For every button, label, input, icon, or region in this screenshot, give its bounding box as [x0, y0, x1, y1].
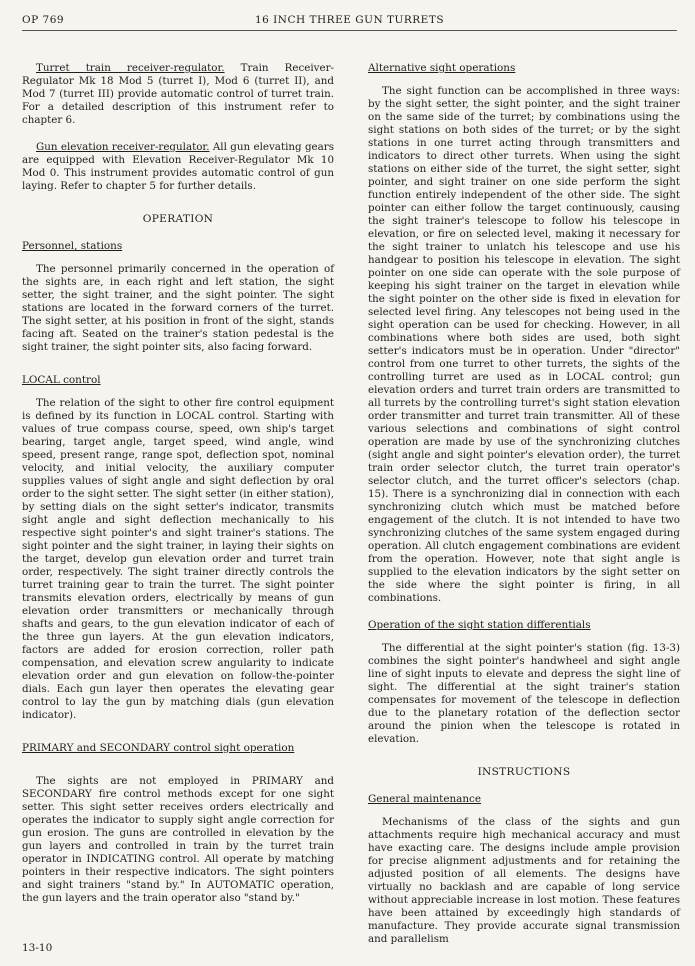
document-id: OP 769: [22, 14, 65, 26]
general-maintenance-paragraph: Mechanisms of the class of the sights and gun attachments require high mechanical accuracy and must have exacting care. The designs include ample provision for precise alignment adjustments and for retaining the adjusted position of all elements. The designs have virtually no backlash and are capable of long service without appreciable increase in lost motion. These features have been attained by exceedingly high standards of manufacture. They provide accurate signal transmission and parallelism: [368, 816, 680, 945]
general-maintenance-heading: General maintenance: [368, 793, 482, 805]
differentials-paragraph: The differential at the sight pointer's station (fig. 13-3) combines the sight pointer's handwheel and sight angle line of sight inputs to elevate and depress the sight line of sight. The differential at the sight trainer's station compensates for movement of the telescope in deflection due to the planetary rotation of the deflection sector around the pinion when the telescope is rotated in elevation.: [368, 642, 680, 745]
turret-train-text: Train Receiver-Regulator Mk 18 Mod 5 (turret I), Mod 6 (turret II), and Mod 7 (turret III) provide automatic control of turret train. For a detailed description of this instrument refer to chapter 6.: [22, 62, 334, 126]
operation-heading: OPERATION: [142, 213, 214, 225]
right-column: [368, 62, 680, 946]
local-control-paragraph: The relation of the sight to other fire control equipment is defined by its function in LOCAL control. Starting with values of true compass course, speed, own ship's target bearing, target angle, target speed, wind angle, wind speed, present range, range spot, deflection spot, nominal velocity, and initial velocity, the auxiliary computer supplies values of sight angle and sight deflection by oral order to the sight setter. The sight setter (in either station), by setting dials on the sight setter's indicator, transmits sight angle and sight deflection mechanically to his respective sight pointer's and sight trainer's stations. The sight pointer and the sight trainer, in laying their sights on the target, develop gun elevation order and turret train order, respectively. The sight trainer directly controls the turret training gear to train the turret. The sight pointer transmits elevation orders, electrically by means of gun elevation order transmitters or mechanically through shafts and gears, to the gun elevation indicator of each of the three gun layers. At the gun elevation indicators, factors are added for erosion correction, roller path compensation, and elevation screw angularity to indicate elevation order and gun elevation on follow-the-pointer dials. Each gun layer then operates the elevating gear control to lay the gun by matching dials (gun elevation indicator).: [22, 397, 334, 721]
left-column: [22, 62, 334, 905]
differentials-heading: Operation of the sight station differentials: [368, 619, 591, 631]
alternative-sight-heading: Alternative sight operations: [368, 62, 516, 74]
gun-elevation-paragraph: [22, 141, 334, 193]
turret-train-paragraph: [22, 62, 334, 127]
page-number: 13-10: [22, 942, 53, 954]
local-control-heading: LOCAL control: [22, 374, 101, 386]
alternative-sight-paragraph: The sight function can be accomplished in three ways: by the sight setter, the sight pointer, and the sight trainer on the same side of the turret; by combinations using the sight stations on both sides of the turret; or by the sight stations in one turret acting through transmitters and indicators to direct other turrets. When using the sight stations on either side of the turret, the sight setter, sight pointer, and sight trainer on one side perform the sight function entirely independent of the other side. The sight pointer can either follow the target continuously, causing the sight trainer's telescope to follow his telescope in elevation, or fire on selected level, making it necessary for the sight trainer to unlatch his telescope and use his handgear to position his telescope in elevation. The sight pointer on one side can operate with the sole purpose of keeping his sight trainer on the target in elevation while the sight pointer on the other side is fixed in elevation for selected level firing. Any telescopes not being used in the sight operation can be used for checking. However, in all combinations where both sides are used, both sight setter's indicators must be in operation. Under "director" control from one turret to other turrets, the sights of the controlling turret are used as in LOCAL control; gun elevation orders and turret train orders are transmitted to all turrets by the controlling turret's sight station elevation order transmitter and turret train transmitter. All of these various selections and combinations of sight control operation are made by use of the synchronizing clutches (sight angle and sight pointer's elevation order), the turret train order selector clutch, the turret train operator's selector clutch, and the turret officer's selectors (chap. 15). There is a synchronizing dial in connection with each synchronizing clutch which must be matched before engagement of the clutch. It is not intended to have two synchronizing clutches of the same system engaged during operation. All clutch engagement combinations are evident from the operation. However, note that sight angle is supplied to the elevation indicators by the sight setter on the side where the sight pointer is firing, in all combinations.: [368, 85, 680, 604]
personnel-heading: Personnel, stations: [22, 240, 123, 252]
page-header: [22, 10, 677, 31]
header-title: 16 INCH THREE GUN TURRETS: [254, 14, 445, 26]
personnel-paragraph: The personnel primarily concerned in the operation of the sights are, in each right and left station, the sight setter, the sight trainer, and the sight pointer. The sight stations are located in the forward corners of the turret. The sight setter, at his position in front of the sight, stands facing aft. Seated on the trainer's station pedestal is the sight trainer, the sight pointer sits, also facing forward.: [22, 263, 334, 353]
primary-secondary-heading: PRIMARY and SECONDARY control sight operation: [22, 742, 295, 754]
instructions-heading: INSTRUCTIONS: [477, 766, 571, 778]
turret-train-heading: Turret train receiver-regulator.: [36, 62, 225, 74]
primary-secondary-paragraph: The sights are not employed in PRIMARY and SECONDARY fire control methods except for one sight setter. This sight setter receives orders electrically and operates the indicator to supply sight angle correction for gun erosion. The guns are controlled in elevation by the gun layers and controlled in train by the turret train operator in INDICATING control. All operate by matching pointers in their respective indicators. The sight pointers and sight trainers "stand by." In AUTOMATIC operation, the gun layers and the train operator also "stand by.": [22, 775, 334, 904]
gun-elevation-heading: Gun elevation receiver-regulator.: [36, 141, 210, 153]
gun-elevation-text: All gun elevating gears are equipped with Elevation Receiver-Regulator Mk 10 Mod 0. This instrument provides automatic control of gun laying. Refer to chapter 5 for further details.: [22, 141, 334, 192]
